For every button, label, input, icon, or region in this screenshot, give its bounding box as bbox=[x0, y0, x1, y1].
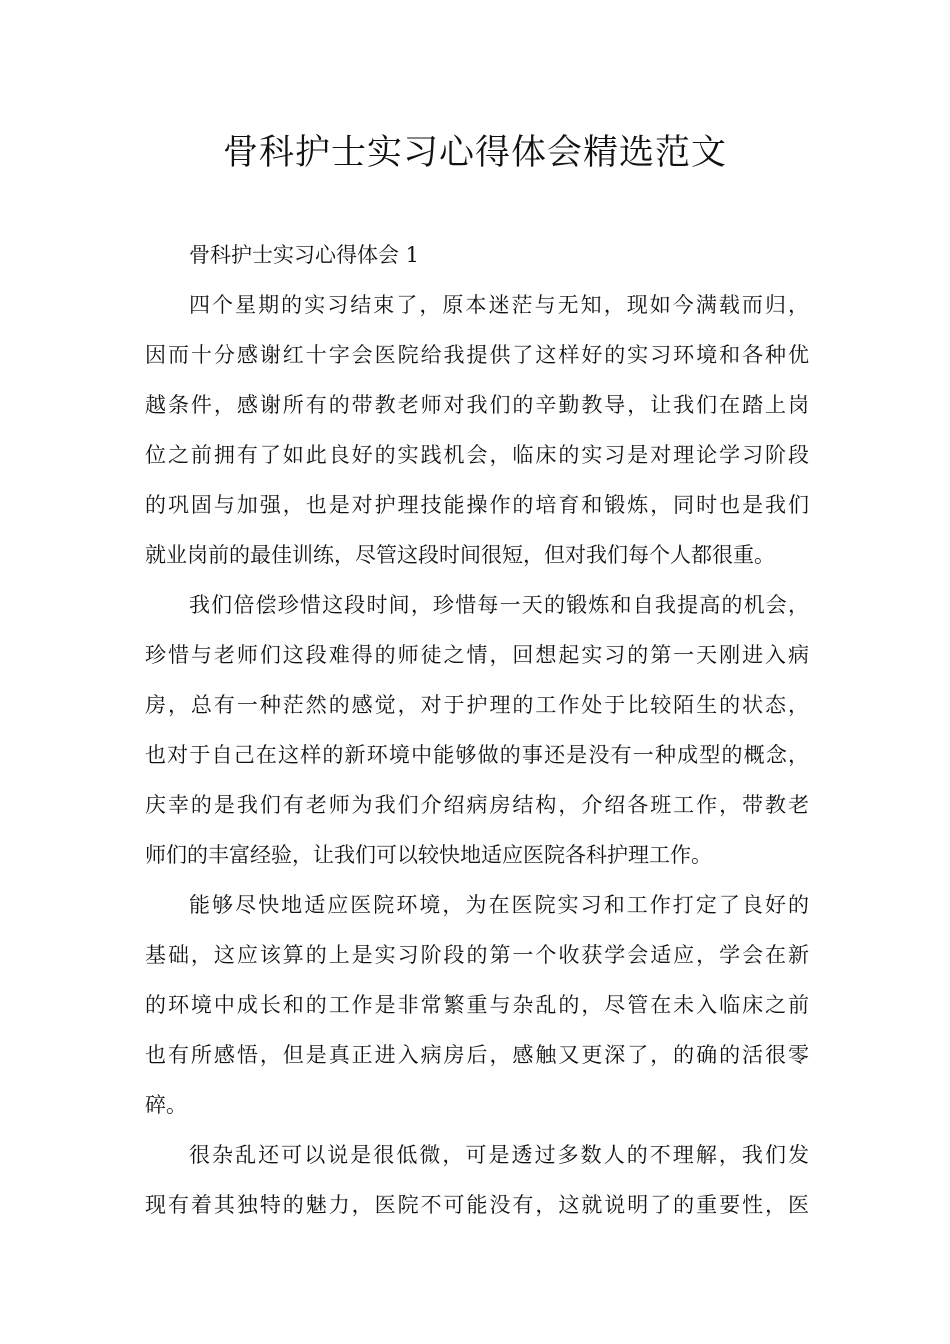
paragraph-1-line: 越条件，感谢所有的带教老师对我们的辛勤教导，让我们在踏上岗 bbox=[145, 393, 809, 417]
paragraph-3-line: 的环境中成长和的工作是非常繁重与杂乱的，尽管在未入临床之前 bbox=[145, 993, 809, 1017]
paragraph-3-line: 基础，这应该算的上是实习阶段的第一个收获学会适应，学会在新 bbox=[145, 943, 809, 967]
paragraph-2-line: 也对于自己在这样的新环境中能够做的事还是没有一种成型的概念， bbox=[145, 743, 809, 767]
paragraph-3-line: 碎。 bbox=[145, 1093, 187, 1117]
paragraph-4-line: 很杂乱还可以说是很低微，可是透过多数人的不理解，我们发 bbox=[189, 1143, 809, 1167]
paragraph-1-line: 就业岗前的最佳训练，尽管这段时间很短，但对我们每个人都很重。 bbox=[145, 543, 775, 567]
paragraph-1-line: 四个星期的实习结束了，原本迷茫与无知，现如今满载而归， bbox=[189, 293, 809, 317]
paragraph-3-line: 也有所感悟，但是真正进入病房后，感触又更深了，的确的活很零 bbox=[145, 1043, 809, 1067]
section-heading: 骨科护士实习心得体会 1 bbox=[189, 243, 420, 267]
paragraph-1-line: 因而十分感谢红十字会医院给我提供了这样好的实习环境和各种优 bbox=[145, 343, 809, 367]
paragraph-1-line: 位之前拥有了如此良好的实践机会，临床的实习是对理论学习阶段 bbox=[145, 443, 809, 467]
paragraph-3-line: 能够尽快地适应医院环境，为在医院实习和工作打定了良好的 bbox=[189, 893, 809, 917]
paragraph-2-line: 房，总有一种茫然的感觉，对于护理的工作处于比较陌生的状态， bbox=[145, 693, 809, 717]
paragraph-2-line: 庆幸的是我们有老师为我们介绍病房结构，介绍各班工作，带教老 bbox=[145, 793, 809, 817]
paragraph-4-line: 现有着其独特的魅力，医院不可能没有，这就说明了的重要性，医 bbox=[145, 1193, 809, 1217]
paragraph-2-line: 珍惜与老师们这段难得的师徒之情，回想起实习的第一天刚进入病 bbox=[145, 643, 809, 667]
paragraph-2-line: 师们的丰富经验，让我们可以较快地适应医院各科护理工作。 bbox=[145, 843, 712, 867]
paragraph-2-line: 我们倍偿珍惜这段时间，珍惜每一天的锻炼和自我提高的机会， bbox=[189, 593, 809, 617]
document-title: 骨科护士实习心得体会精选范文 bbox=[222, 133, 727, 173]
document-body bbox=[145, 230, 809, 1230]
paragraph-1-line: 的巩固与加强，也是对护理技能操作的培育和锻炼，同时也是我们 bbox=[145, 493, 809, 517]
